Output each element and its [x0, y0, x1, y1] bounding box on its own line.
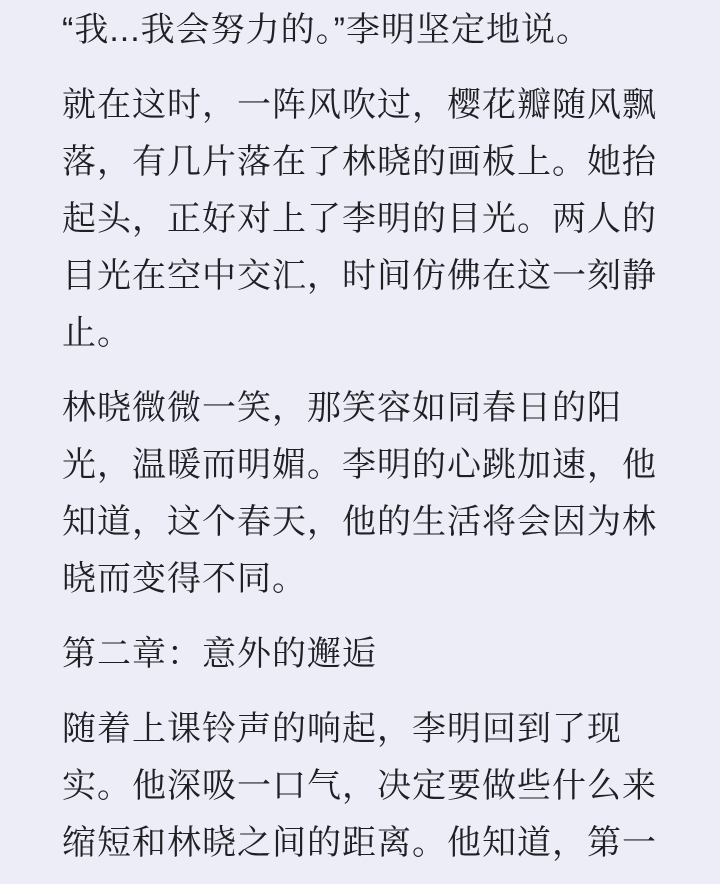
- story-paragraph: 随着上课铃声的响起，李明回到了现实。他深吸一口气，决定要做些什么来缩短和林晓之间的距离。他知道，第一: [62, 710, 657, 862]
- story-paragraph-dialogue: “我...我会努力的。”李明坚定地说。: [62, 11, 591, 49]
- story-paragraph: 就在这时，一阵风吹过，樱花瓣随风飘落，有几片落在了林晓的画板上。她抬起头，正好对上了李明的目光。两人的目光在空中交汇，时间仿佛在这一刻静止。: [62, 86, 657, 352]
- chapter-heading: 第二章：意外的邂逅: [62, 635, 377, 673]
- story-paragraph: 林晓微微一笑，那笑容如同春日的阳光，温暖而明媚。李明的心跳加速，他知道，这个春天，他的生活将会因为林晓而变得不同。: [62, 389, 657, 598]
